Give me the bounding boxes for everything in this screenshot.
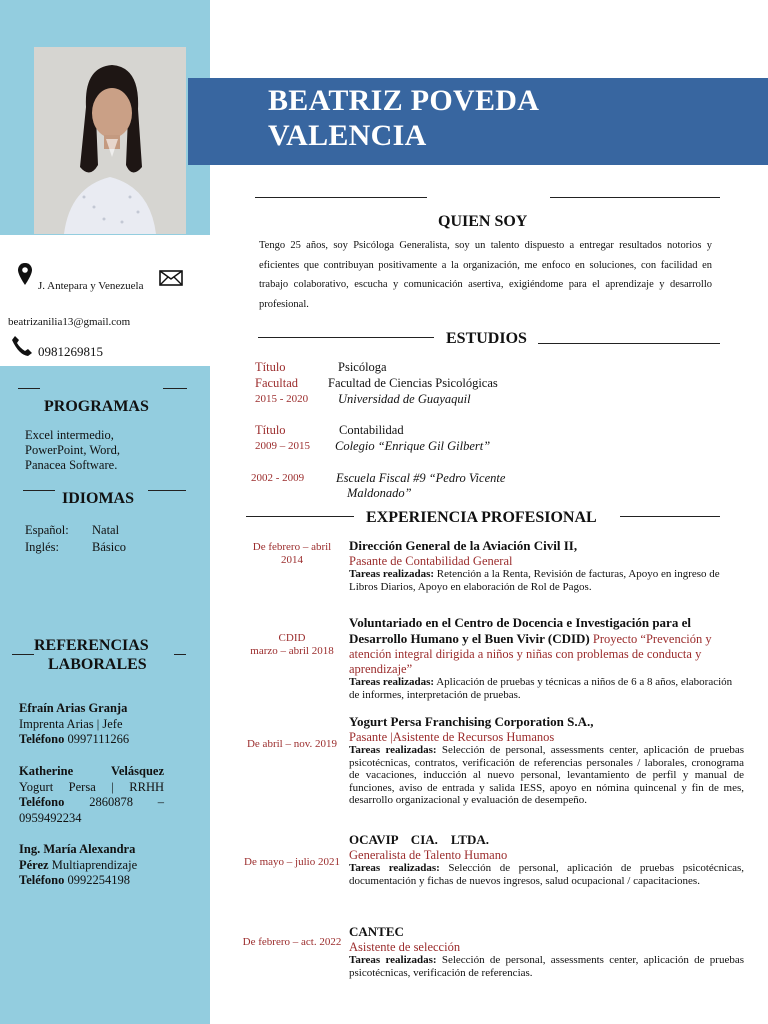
- job-role: Generalista de Talento Humano: [349, 848, 508, 862]
- address-text: J. Antepara y Venezuela: [38, 280, 144, 292]
- job-role: Proyecto “Prevención y atención integral dirigida a niños y niñas con problemas de conducta y aprendizaje”: [349, 632, 712, 676]
- reference-name: Ing. María Alexandra Pérez: [19, 842, 136, 872]
- tasks-label: Tareas realizadas:: [349, 676, 435, 688]
- experiencia-title: EXPERIENCIA PROFESIONAL: [366, 509, 597, 526]
- job-date: De abril – nov. 2019: [246, 738, 338, 750]
- lang-1: Español:: [25, 523, 69, 537]
- job-date-line: marzo – abril 2018: [250, 645, 334, 657]
- quien-soy-title: QUIEN SOY: [438, 213, 528, 230]
- estudio-3-institution-2: Maldonado”: [347, 486, 412, 500]
- job-role: Pasante |Asistente de Recursos Humanos: [349, 730, 555, 744]
- profile-photo: [34, 47, 186, 234]
- job-entry-2: [349, 615, 744, 701]
- reference-role: Imprenta Arias | Jefe: [19, 716, 123, 731]
- reference-phone: 0992254198: [64, 873, 130, 887]
- phone-label: Teléfono: [19, 732, 65, 746]
- lang-2: Inglés:: [25, 540, 60, 554]
- estudio-2-title: Contabilidad: [339, 423, 404, 437]
- reference-3: [19, 842, 164, 889]
- reference-1: [19, 701, 164, 748]
- divider: [148, 490, 186, 491]
- phone-label: Teléfono: [19, 795, 65, 809]
- reference-phone: 0997111266: [64, 732, 130, 746]
- phone-label: Teléfono: [19, 873, 65, 887]
- idiomas-title: IDIOMAS: [62, 490, 135, 507]
- tasks-label: Tareas realizadas:: [349, 954, 437, 966]
- tasks-label: Tareas realizadas:: [349, 862, 440, 874]
- estudio-2-institution: Colegio “Enrique Gil Gilbert”: [335, 439, 491, 453]
- job-entry-4: [349, 832, 744, 887]
- reference-role: Yogurt Persa | RRHH: [19, 779, 164, 794]
- job-date: [242, 632, 342, 658]
- estudio-1-facultad: Facultad de Ciencias Psicológicas: [328, 376, 498, 390]
- divider: [18, 388, 40, 389]
- estudios-title: ESTUDIOS: [446, 330, 527, 347]
- phone-text: 0981269815: [38, 344, 103, 359]
- job-company: Dirección General de la Aviación Civil II: [349, 538, 574, 553]
- job-role: Pasante de Contabilidad General: [349, 554, 513, 568]
- job-date: De febrero – abril 2014: [252, 541, 332, 566]
- divider: [163, 388, 187, 389]
- reference-phone: 2860878 – 0959492234: [19, 795, 164, 825]
- tasks-label: Tareas realizadas:: [349, 568, 435, 580]
- reference-2: [19, 764, 164, 826]
- job-tasks: Aplicación de pruebas y técnicas a niños de 6 a 8 años, elaboración de informes, interpretación de pruebas.: [349, 676, 733, 701]
- job-company: Yogurt Persa Franchising Corporation S.A.: [349, 714, 591, 729]
- divider: [620, 516, 720, 517]
- map-pin-icon: [18, 263, 32, 290]
- job-date-line: CDID: [278, 632, 306, 644]
- job-date: De febrero – act. 2022: [242, 936, 342, 948]
- divider: [12, 654, 34, 655]
- job-company: Voluntariado en el Centro de Docencia e Investigación para el Desarrollo Humano y el Buen Vivir (CDID): [349, 615, 691, 646]
- programas-text: Excel intermedio, PowerPoint, Word, Panacea Software.: [25, 428, 120, 472]
- programas-title: PROGRAMAS: [44, 398, 149, 415]
- job-tasks: Selección de personal, assessments center, aplicación de pruebas psicotécnicas, verificación de referencias.: [349, 954, 745, 979]
- estudio-1-years: 2015 - 2020: [255, 393, 309, 405]
- reference-name: Katherine Velásquez: [19, 764, 164, 778]
- estudio-3-years: 2002 - 2009: [251, 472, 305, 484]
- label-facultad: Facultad: [255, 376, 299, 390]
- tasks-label: Tareas realizadas:: [349, 744, 437, 756]
- job-company: CANTEC: [349, 924, 404, 939]
- reference-role: Multiaprendizaje: [51, 857, 138, 872]
- estudio-2-years: 2009 – 2015: [255, 440, 310, 452]
- name-line-2: VALENCIA: [268, 119, 427, 152]
- reference-name: Efraín Arias Granja: [19, 701, 128, 715]
- divider: [550, 197, 720, 198]
- estudio-1-institution: Universidad de Guayaquil: [338, 392, 471, 406]
- divider: [174, 654, 186, 655]
- divider: [538, 343, 720, 344]
- divider: [23, 490, 55, 491]
- job-tasks: Retención a la Renta, Revisión de facturas, Apoyo en ingreso de Libros Diarios, Apoyo en elaboración de Rol de Pagos.: [349, 568, 720, 593]
- job-tasks: Selección de personal, assessments center, aplicación de pruebas psicotécnicas, contratos, verificación de referencias personales / laborales, cronograma de vacaciones, inducción al nuevo personal, levantamiento de perfil y manual de funciones, aviso de entrada y salida IESS, apoyo en nómina quincenal y fin de mes, desarrollo organizacional y evaluación de desempeño.: [349, 744, 745, 806]
- estudio-1-title: Psicóloga: [338, 360, 387, 374]
- name-line-1: BEATRIZ POVEDA: [268, 84, 540, 117]
- label-titulo: Título: [255, 360, 286, 374]
- lang-1-level: Natal: [92, 523, 120, 537]
- job-company: OCAVIP CIA. LTDA.: [349, 832, 489, 847]
- envelope-icon: [159, 270, 183, 291]
- divider: [255, 197, 427, 198]
- job-date: De mayo – julio 2021: [244, 856, 340, 868]
- quien-soy-text: Tengo 25 años, soy Psicóloga Generalista, soy un talento dispuesto a entregar resultados notorios y eficientes que contribuyan positivamente a la organización, me enfoco en soluciones, con facilidad en trabajo colaborativo, escucha y comunicación asertiva, exigiéndome para el aprendizaje y desarrollo profesional.: [259, 240, 712, 310]
- referencias-title-2: LABORALES: [48, 656, 147, 673]
- estudio-3-institution-1: Escuela Fiscal #9 “Pedro Vicente: [336, 471, 506, 485]
- label-titulo: Título: [255, 423, 286, 437]
- job-tasks: Selección de personal, aplicación de pruebas psicotécnicas, documentación y fichas de nuevos ingresos, salud ocupacional / capacitaciones.: [349, 862, 744, 887]
- job-entry-5: [349, 924, 744, 979]
- divider: [258, 337, 434, 338]
- job-entry-1: Dirección General de la Aviación Civil II, Pasante de Contabilidad General Tareas realizadas: Retención a la Renta, Revisión de facturas, Apoyo en ingreso de Libros Diarios, Apoyo en elaboración de Rol de Pagos.: [349, 538, 744, 593]
- phone-icon: [11, 335, 33, 362]
- email-link[interactable]: beatrizanilia13@gmail.com: [8, 316, 131, 328]
- job-entry-3: Yogurt Persa Franchising Corporation S.A., Pasante |Asistente de Recursos Humanos Tareas realizadas: Selección de personal, assessments center, aplicación de pruebas psicotécnicas, contratos, verificación de referencias personales / laborales, cronograma de vacaciones, inducción al nuevo personal, levantamiento de perfil y manual de funciones, aviso de entrada y salida IESS, apoyo en nómina quincenal y fin de mes, desarrollo organizacional y evaluación de desempeño.: [349, 714, 745, 806]
- divider: [246, 516, 354, 517]
- lang-2-level: Básico: [92, 540, 127, 554]
- job-role: Asistente de selección: [349, 940, 461, 954]
- referencias-title-1: REFERENCIAS: [34, 637, 149, 654]
